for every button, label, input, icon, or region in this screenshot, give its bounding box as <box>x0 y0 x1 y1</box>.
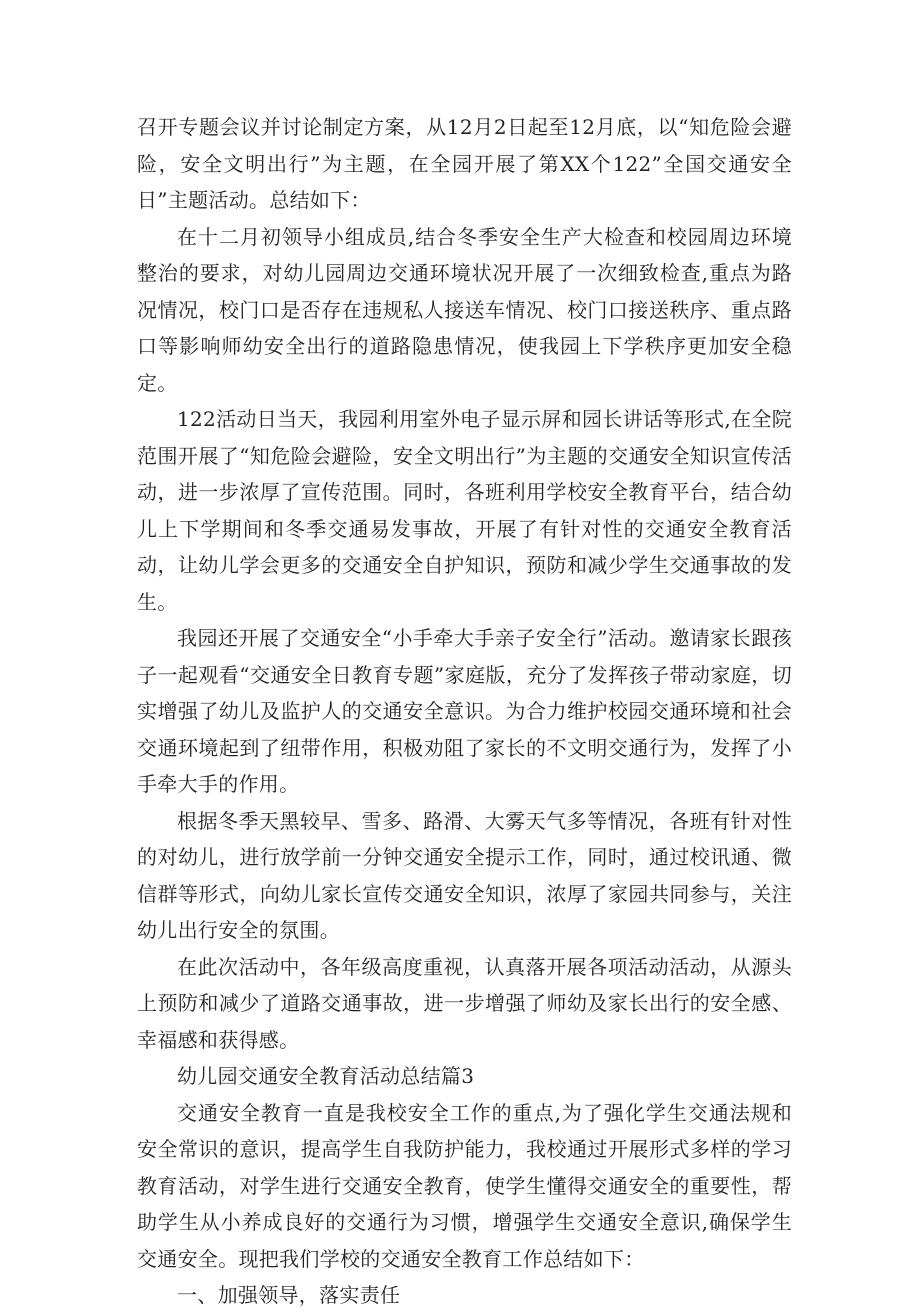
paragraph-activity-conclusion: 在此次活动中，各年级高度重视，认真落开展各项活动活动，从源头上预防和减少了道路交通事故，进一步增强了师幼及家长出行的安全感、幸福感和获得感。 <box>137 954 792 1052</box>
paragraph-122-activity-day: 122活动日当天，我园利用室外电子显示屏和园长讲话等形式,在全院范围开展了“知危险会避险，安全文明出行”为主题的交通安全知识宣传活动，进一步浓厚了宣传范围。同时，各班利用学校安全教育平台，结合幼儿上下学期间和冬季交通易发事故，开展了有针对性的交通安全教育活动，让幼儿学会更多的交通安全自护知识，预防和减少学生交通事故的发生。 <box>137 407 792 614</box>
paragraph-parent-child-activity: 我园还开展了交通安全“小手牵大手亲子安全行”活动。邀请家长跟孩子一起观看“交通安全日教育专题”家庭版，充分了发挥孩子带动家庭，切实增强了幼儿及监护人的交通安全意识。为合力维护校园交通环境和社会交通环境起到了纽带作用，积极劝阻了家长的不文明交通行为，发挥了小手牵大手的作用。 <box>137 626 792 796</box>
paragraph-school-safety-education: 交通安全教育一直是我校安全工作的重点,为了强化学生交通法规和安全常识的意识，提高学生自我防护能力，我校通过开展形式多样的学习教育活动，对学生进行交通安全教育，使学生懂得交通安全的重要性，帮助学生从小养成良好的交通行为习惯，增强学生交通安全意识,确保学生交通安全。现把我们学校的交通安全教育工作总结如下： <box>137 1100 792 1271</box>
paragraph-inspection: 在十二月初领导小组成员,结合冬季安全生产大检查和校园周边环境整治的要求，对幼儿园周边交通环境状况开展了一次细致检查,重点为路况情况，校门口是否存在违规私人接送车情况、校门口接送秩序、重点路口等影响师幼安全出行的道路隐患情况，使我园上下学秩序更加安全稳定。 <box>137 224 792 395</box>
paragraph-intro-continuation: 召开专题会议并讨论制定方案，从12月2日起至12月底，以“知危险会避险，安全文明出行”为主题，在全园开展了第XX个122”全国交通安全日”主题活动。总结如下： <box>137 115 792 212</box>
paragraph-winter-safety: 根据冬季天黑较早、雪多、路滑、大雾天气多等情况，各班有针对性的对幼儿，进行放学前一分钟交通安全提示工作，同时，通过校讯通、微信群等形式，向幼儿家长宣传交通安全知识，浓厚了家园共同参与，关注幼儿出行安全的氛围。 <box>137 808 792 942</box>
subheading-leadership: 一、加强领导，落实责任 <box>177 1283 401 1307</box>
section-heading-part3: 幼儿园交通安全教育活动总结篇3 <box>177 1064 475 1088</box>
document-body <box>137 109 792 1314</box>
